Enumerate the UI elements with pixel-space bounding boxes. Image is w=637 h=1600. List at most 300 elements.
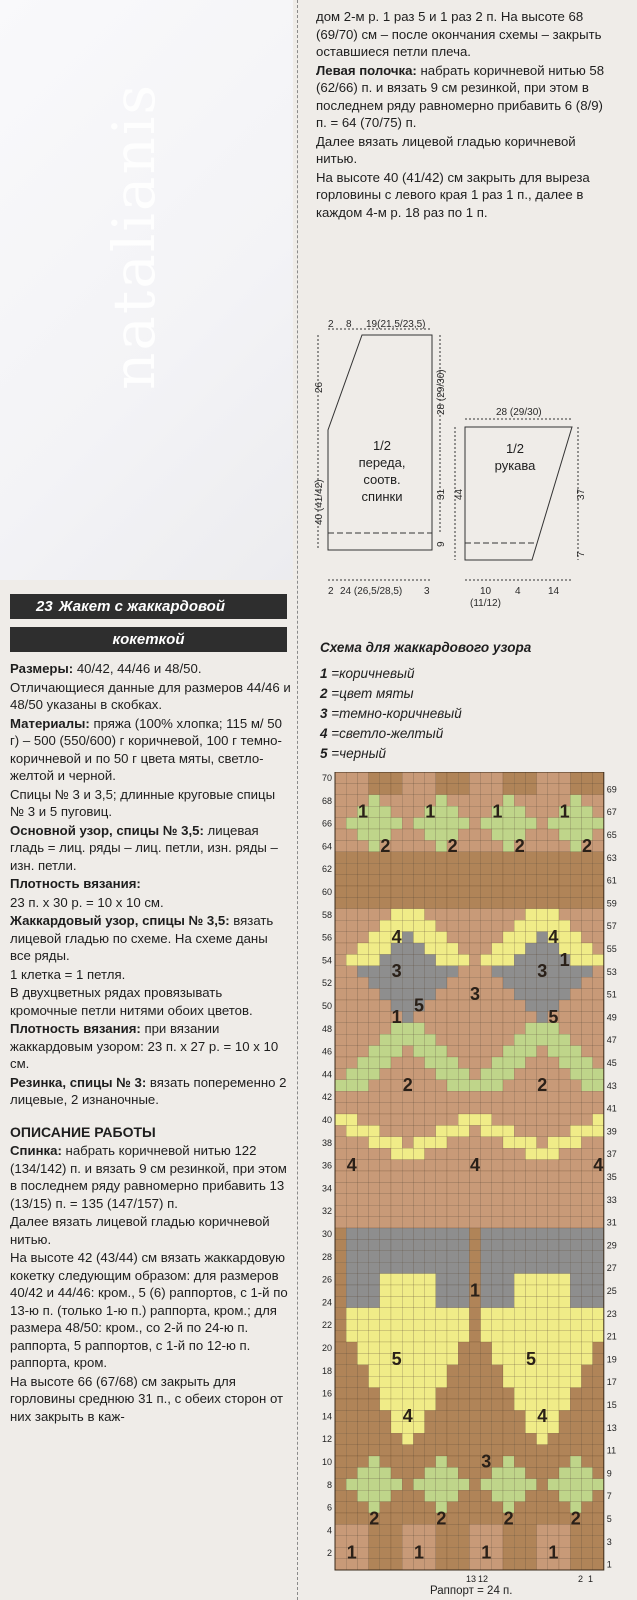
sizes-text: 40/42, 44/46 и 48/50. — [73, 661, 202, 676]
legend-item — [320, 684, 462, 704]
chart-cell — [425, 1171, 436, 1182]
chart-cell — [548, 1479, 559, 1490]
dim-top-b: 19(21,5/23,5) — [366, 319, 426, 330]
chart-cell — [514, 1239, 525, 1250]
chart-cell — [481, 840, 492, 851]
bottom-tick-13: 13 — [466, 1574, 477, 1584]
chart-cell — [559, 1490, 570, 1501]
chart-cell — [469, 1410, 480, 1421]
chart-cell — [335, 886, 346, 897]
chart-cell — [436, 1091, 447, 1102]
chart-cell — [503, 1057, 514, 1068]
chart-cell — [413, 1080, 424, 1091]
chart-cell — [458, 806, 469, 817]
chart-cell — [581, 818, 592, 829]
zone-label: 2 — [537, 1075, 548, 1096]
chart-cell — [481, 1023, 492, 1034]
front-label-3: соотв. — [363, 472, 401, 487]
row-label-left: 38 — [321, 1137, 332, 1148]
chart-cell — [525, 897, 536, 908]
chart-cell — [380, 1319, 391, 1330]
chart-cell — [548, 1376, 559, 1387]
chart-cell — [492, 1285, 503, 1296]
chart-cell — [447, 1422, 458, 1433]
row-label-right: 3 — [606, 1536, 612, 1547]
chart-cell — [447, 1114, 458, 1125]
chart-cell — [425, 1274, 436, 1285]
chart-cell — [503, 772, 514, 783]
chart-cell — [380, 1376, 391, 1387]
chart-cell — [380, 1125, 391, 1136]
chart-cell — [447, 1262, 458, 1273]
chart-cell — [346, 1239, 357, 1250]
chart-cell — [525, 852, 536, 863]
chart-cell — [593, 989, 604, 1000]
chart-cell — [537, 1479, 548, 1490]
chart-cell — [559, 1103, 570, 1114]
chart-cell — [402, 1194, 413, 1205]
chart-cell — [402, 806, 413, 817]
zone-label: 2 — [581, 835, 593, 856]
chart-cell — [425, 1103, 436, 1114]
materials-text: пряжа (100% хлопка; 115 м/ 50 г) – 500 (550/600) г коричневой, 100 г темно-коричневой и по 50 г цвета мяты, светло-желтой и черной. — [10, 715, 282, 783]
chart-cell — [581, 1524, 592, 1535]
chart-cell — [559, 1559, 570, 1570]
chart-cell — [413, 1433, 424, 1444]
chart-cell — [559, 1125, 570, 1136]
chart-cell — [380, 1228, 391, 1239]
chart-cell — [570, 1433, 581, 1444]
chart-cell — [346, 1445, 357, 1456]
chart-cell — [436, 897, 447, 908]
chart-cell — [458, 1479, 469, 1490]
chart-cell — [593, 806, 604, 817]
chart-cell — [391, 875, 402, 886]
chart-cell — [537, 863, 548, 874]
chart-cell — [346, 1068, 357, 1079]
chart-cell — [413, 977, 424, 988]
chart-cell — [469, 795, 480, 806]
chart-cell — [548, 1217, 559, 1228]
chart-cell — [458, 1376, 469, 1387]
chart-cell — [581, 863, 592, 874]
dim-rib: 9 — [436, 541, 447, 547]
chart-cell — [548, 806, 559, 817]
chart-cell — [481, 1262, 492, 1273]
chart-cell — [503, 1456, 514, 1467]
chart-cell — [436, 1046, 447, 1057]
chart-cell — [335, 1080, 346, 1091]
chart-cell — [380, 806, 391, 817]
chart-cell — [492, 1194, 503, 1205]
chart-cell — [559, 932, 570, 943]
chart-cell — [425, 1194, 436, 1205]
chart-cell — [402, 1365, 413, 1376]
chart-cell — [548, 1251, 559, 1262]
dim-side-left: 40 (41/42) — [314, 479, 325, 525]
chart-cell — [335, 852, 346, 863]
chart-cell — [559, 1068, 570, 1079]
chart-cell — [492, 1433, 503, 1444]
chart-cell — [581, 966, 592, 977]
chart-cell — [503, 897, 514, 908]
chart-cell — [559, 977, 570, 988]
chart-cell — [503, 806, 514, 817]
chart-cell — [469, 1114, 480, 1125]
chart-cell — [413, 1445, 424, 1456]
chart-cell — [503, 966, 514, 977]
chart-cell — [593, 943, 604, 954]
chart-cell — [346, 1399, 357, 1410]
chart-cell — [514, 1342, 525, 1353]
chart-cell — [369, 943, 380, 954]
chart-cell — [458, 1251, 469, 1262]
chart-cell — [548, 1114, 559, 1125]
chart-cell — [570, 1388, 581, 1399]
chart-cell — [514, 1103, 525, 1114]
chart-cell — [525, 1217, 536, 1228]
chart-cell — [570, 1547, 581, 1558]
chart-cell — [402, 1536, 413, 1547]
row-label-left: 30 — [321, 1229, 332, 1239]
chart-cell — [458, 954, 469, 965]
chart-cell — [346, 1023, 357, 1034]
chart-cell — [503, 1171, 514, 1182]
chart-cell — [559, 1388, 570, 1399]
chart-cell — [492, 1034, 503, 1045]
chart-cell — [447, 1445, 458, 1456]
chart-cell — [492, 1319, 503, 1330]
chart-cell — [413, 1228, 424, 1239]
chart-cell — [492, 1456, 503, 1467]
chart-cell — [357, 1353, 368, 1364]
chart-cell — [481, 1239, 492, 1250]
chart-cell — [391, 1467, 402, 1478]
chart-cell — [593, 1000, 604, 1011]
chart-cell — [436, 1376, 447, 1387]
chart-cell — [503, 1399, 514, 1410]
row-label-right: 1 — [606, 1559, 612, 1570]
chart-cell — [593, 863, 604, 874]
legend-item-number: 2 — [320, 686, 328, 701]
chart-cell — [503, 1103, 514, 1114]
chart-cell — [425, 852, 436, 863]
chart-cell — [346, 1205, 357, 1216]
chart-cell — [447, 772, 458, 783]
chart-cell — [425, 1399, 436, 1410]
jacquard-label: Жаккардовый узор, спицы № 3,5: — [10, 913, 230, 928]
chart-cell — [380, 1353, 391, 1364]
chart-cell — [425, 1023, 436, 1034]
chart-cell — [447, 1080, 458, 1091]
chart-cell — [357, 1091, 368, 1102]
chart-cell — [492, 1103, 503, 1114]
chart-cell — [514, 1319, 525, 1330]
chart-cell — [346, 1342, 357, 1353]
chart-cell — [514, 1513, 525, 1524]
chart-cell — [346, 1194, 357, 1205]
chart-cell — [458, 1445, 469, 1456]
chart-cell — [581, 1148, 592, 1159]
chart-cell — [559, 1422, 570, 1433]
zone-label: 1 — [559, 949, 570, 970]
chart-cell — [559, 920, 570, 931]
chart-cell — [413, 1251, 424, 1262]
chart-cell — [593, 1422, 604, 1433]
chart-cell — [402, 1376, 413, 1387]
row-label-left: 28 — [321, 1251, 332, 1262]
chart-cell — [537, 1217, 548, 1228]
chart-cell — [503, 1160, 514, 1171]
chart-cell — [581, 1125, 592, 1136]
chart-cell — [402, 1513, 413, 1524]
chart-cell — [559, 829, 570, 840]
chart-cell — [548, 1205, 559, 1216]
chart-cell — [492, 840, 503, 851]
chart-cell — [481, 977, 492, 988]
chart-cell — [436, 1490, 447, 1501]
chart-cell — [458, 1353, 469, 1364]
chart-cell — [346, 1296, 357, 1307]
main-pattern-label: Основной узор, спицы № 3,5: — [10, 822, 204, 838]
chart-cell — [548, 1422, 559, 1433]
row-label-left: 10 — [321, 1457, 332, 1467]
chart-cell — [380, 1103, 391, 1114]
chart-cell — [581, 1319, 592, 1330]
chart-cell — [581, 920, 592, 931]
chart-cell — [335, 1160, 346, 1171]
chart-cell — [514, 1000, 525, 1011]
chart-cell — [357, 1308, 368, 1319]
chart-cell — [492, 886, 503, 897]
chart-cell — [581, 1547, 592, 1558]
chart-cell — [346, 1490, 357, 1501]
chart-cell — [570, 1490, 581, 1501]
zone-label: 5 — [525, 1348, 537, 1369]
chart-cell — [380, 989, 391, 1000]
chart-cell — [380, 1000, 391, 1011]
chart-cell — [570, 1023, 581, 1034]
chart-cell — [525, 863, 536, 874]
chart-cell — [548, 909, 559, 920]
row-label-right: 55 — [606, 944, 617, 954]
row-label-right: 37 — [606, 1149, 617, 1160]
chart-cell — [436, 818, 447, 829]
chart-cell — [335, 1274, 346, 1285]
chart-cell — [357, 863, 368, 874]
chart-cell — [548, 795, 559, 806]
zone-label: 3 — [469, 984, 481, 1004]
chart-cell — [593, 1513, 604, 1524]
dim-bottom-width: 24 (26,5/28,5) — [340, 586, 403, 597]
chart-cell — [458, 1228, 469, 1239]
legend-item-text: =цвет мяты — [327, 686, 414, 701]
chart-cell — [346, 1125, 357, 1136]
chart-cell — [402, 1490, 413, 1501]
chart-cell — [357, 1524, 368, 1535]
chart-cell — [436, 932, 447, 943]
chart-cell — [559, 897, 570, 908]
chart-cell — [369, 1011, 380, 1022]
chart-cell — [391, 1091, 402, 1102]
chart-cell — [537, 772, 548, 783]
chart-cell — [593, 897, 604, 908]
left-front-paragraph-2: Далее вязать лицевой гладью коричневой нитью. — [316, 133, 576, 166]
chart-cell — [357, 829, 368, 840]
chart-cell — [492, 1410, 503, 1421]
chart-cell — [570, 863, 581, 874]
density-text: 23 п. х 30 р. = 10 х 10 см. — [10, 894, 164, 910]
chart-cell — [413, 1502, 424, 1513]
chart-cell — [514, 897, 525, 908]
chart-cell — [481, 1524, 492, 1535]
chart-cell — [481, 1342, 492, 1353]
chart-cell — [581, 932, 592, 943]
chart-cell — [537, 1057, 548, 1068]
chart-cell — [447, 909, 458, 920]
chart-cell — [503, 840, 514, 851]
chart-cell — [402, 1023, 413, 1034]
density2-text: при вязании жаккардовым узором: 23 п. х 27 р. = 10 х 10 см. — [10, 1021, 279, 1071]
legend-item-text: =черный — [327, 746, 387, 761]
chart-cell — [525, 1524, 536, 1535]
chart-cell — [402, 1205, 413, 1216]
chart-cell — [548, 1342, 559, 1353]
chart-cell — [537, 1182, 548, 1193]
chart-cell — [346, 909, 357, 920]
chart-cell — [514, 954, 525, 965]
chart-cell — [413, 897, 424, 908]
chart-cell — [548, 1057, 559, 1068]
chart-cell — [380, 818, 391, 829]
chart-cell — [492, 1251, 503, 1262]
chart-cell — [503, 977, 514, 988]
chart-cell — [548, 954, 559, 965]
chart-cell — [357, 1103, 368, 1114]
front-label-4: спинки — [361, 489, 403, 504]
row-label-right: 25 — [606, 1286, 617, 1296]
chart-cell — [413, 1148, 424, 1159]
chart-cell — [469, 1068, 480, 1079]
chart-cell — [413, 863, 424, 874]
chart-cell — [492, 1160, 503, 1171]
chart-cell — [458, 1160, 469, 1171]
chart-cell — [402, 1171, 413, 1182]
chart-cell — [357, 1376, 368, 1387]
chart-cell — [357, 1285, 368, 1296]
chart-cell — [369, 966, 380, 977]
chart-cell — [514, 943, 525, 954]
chart-cell — [369, 783, 380, 794]
chart-cell — [357, 783, 368, 794]
chart-cell — [469, 932, 480, 943]
chart-cell — [570, 954, 581, 965]
chart-cell — [514, 1251, 525, 1262]
chart-cell — [570, 1217, 581, 1228]
chart-cell — [402, 977, 413, 988]
chart-cell — [447, 1365, 458, 1376]
chart-cell — [402, 840, 413, 851]
chart-cell — [425, 1080, 436, 1091]
chart-cell — [447, 966, 458, 977]
chart-cell — [458, 1171, 469, 1182]
chart-cell — [503, 1000, 514, 1011]
chart-cell — [391, 1319, 402, 1330]
chart-cell — [593, 1342, 604, 1353]
chart-cell — [593, 1251, 604, 1262]
chart-cell — [469, 1262, 480, 1273]
chart-cell — [559, 1524, 570, 1535]
chart-cell — [425, 1559, 436, 1570]
chart-cell — [469, 1011, 480, 1022]
sleeve-bottom-sub: (11/12) — [470, 598, 501, 609]
chart-cell — [492, 1353, 503, 1364]
chart-cell — [436, 1011, 447, 1022]
row-label-left: 58 — [321, 909, 332, 920]
chart-cell — [581, 1513, 592, 1524]
chart-cell — [525, 954, 536, 965]
chart-cell — [335, 1376, 346, 1387]
chart-cell — [559, 1091, 570, 1102]
chart-cell — [537, 1353, 548, 1364]
chart-cell — [492, 1467, 503, 1478]
chart-cell — [525, 1046, 536, 1057]
chart-cell — [335, 1262, 346, 1273]
chart-cell — [458, 1467, 469, 1478]
chart-cell — [335, 1536, 346, 1547]
chart-cell — [346, 1331, 357, 1342]
chart-cell — [503, 1536, 514, 1547]
chart-cell — [447, 1524, 458, 1535]
chart-cell — [570, 943, 581, 954]
zone-label: 3 — [481, 1451, 492, 1472]
chart-cell — [413, 1456, 424, 1467]
chart-cell — [481, 818, 492, 829]
row-label-left: 70 — [321, 773, 332, 783]
sleeve-label-2: рукава — [494, 458, 536, 473]
chart-cell — [548, 1239, 559, 1250]
chart-cell — [369, 840, 380, 851]
chart-cell — [458, 1433, 469, 1444]
chart-cell — [525, 989, 536, 1000]
chart-cell — [593, 1365, 604, 1376]
chart-cell — [548, 1410, 559, 1421]
chart-cell — [447, 1160, 458, 1171]
chart-cell — [570, 829, 581, 840]
zone-label: 2 — [514, 835, 525, 856]
chart-cell — [469, 1547, 480, 1558]
chart-cell — [481, 829, 492, 840]
chart-cell — [514, 1502, 525, 1513]
chart-cell — [514, 1331, 525, 1342]
chart-cell — [570, 1445, 581, 1456]
zone-label: 1 — [391, 1006, 402, 1027]
chart-cell — [559, 1205, 570, 1216]
chart-cell — [537, 783, 548, 794]
chart-cell — [492, 1399, 503, 1410]
chart-cell — [413, 1388, 424, 1399]
chart-cell — [391, 1547, 402, 1558]
chart-cell — [436, 1057, 447, 1068]
chart-cell — [425, 1410, 436, 1421]
chart-cell — [436, 1034, 447, 1045]
chart-cell — [335, 1490, 346, 1501]
chart-cell — [593, 954, 604, 965]
row-label-left: 18 — [321, 1365, 332, 1376]
chart-cell — [525, 1388, 536, 1399]
chart-cell — [469, 1422, 480, 1433]
chart-cell — [391, 818, 402, 829]
